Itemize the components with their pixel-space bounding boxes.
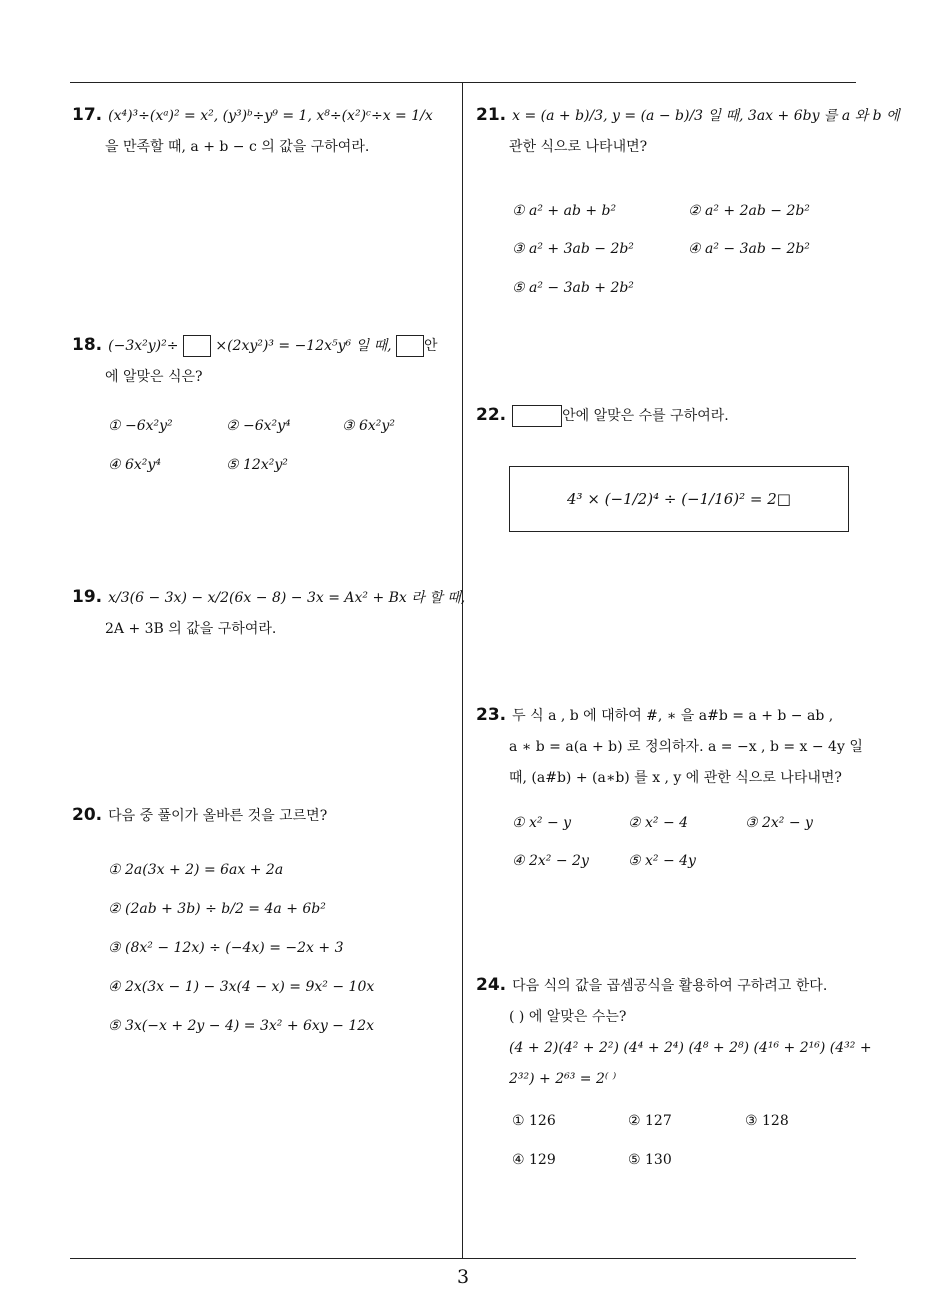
option[interactable]: ① x² − y xyxy=(512,815,572,831)
question-text: x = (a + b)/3, y = (a − b)/3 일 때, 3ax + 6by 를 a 와 b 에 xyxy=(512,108,900,124)
option[interactable]: ② x² − 4 xyxy=(628,815,689,831)
option[interactable]: ④ a² − 3ab − 2b² xyxy=(688,241,810,257)
option[interactable]: ③ 128 xyxy=(745,1113,789,1129)
option[interactable]: ④ 129 xyxy=(512,1152,556,1168)
question-text: 다음 중 풀이가 올바른 것을 고르면? xyxy=(108,808,328,824)
option[interactable]: ④ 2x² − 2y xyxy=(512,853,589,869)
option[interactable]: ② −6x²y⁴ xyxy=(226,418,291,434)
question-number: 19. xyxy=(72,587,103,607)
option[interactable]: ⑤ 12x²y² xyxy=(226,457,288,473)
question-number: 18. xyxy=(72,335,103,355)
question-text: ×(2xy²)³ = −12x⁵y⁶ 일 때, xyxy=(215,338,392,354)
option[interactable]: ⑤ 130 xyxy=(628,1152,672,1168)
question-number: 24. xyxy=(476,975,507,995)
question-20 xyxy=(72,800,457,832)
question-number: 21. xyxy=(476,105,507,125)
question-text: (x⁴)³÷(xᵃ)² = x², (y³)ᵇ÷y⁹ = 1, x⁸÷(x²)ᶜ÷x = 1/x xyxy=(108,108,433,124)
question-number: 23. xyxy=(476,705,507,725)
question-17 xyxy=(72,100,457,163)
option[interactable]: ④ 6x²y⁴ xyxy=(108,457,161,473)
option[interactable]: ⑤ 3x(−x + 2y − 4) = 3x² + 6xy − 12x xyxy=(108,1018,375,1034)
question-18 xyxy=(72,330,457,393)
question-text: a ∗ b = a(a + b) 로 정의하자. a = −x , b = x − 4y 일 xyxy=(509,739,863,755)
question-22 xyxy=(476,400,861,432)
question-text: 다음 식의 값을 곱셈공식을 활용하여 구하려고 한다. xyxy=(512,978,828,994)
option[interactable]: ② (2ab + 3b) ÷ b/2 = 4a + 6b² xyxy=(108,901,326,917)
question-number: 17. xyxy=(72,105,103,125)
option[interactable]: ① 2a(3x + 2) = 6ax + 2a xyxy=(108,862,284,878)
option[interactable]: ③ 2x² − y xyxy=(745,815,813,831)
option[interactable]: ③ 6x²y² xyxy=(342,418,395,434)
question-21 xyxy=(476,100,900,163)
question-text: 때, (a#b) + (a∗b) 를 x , y 에 관한 식으로 나타내면? xyxy=(509,770,842,786)
question-24 xyxy=(476,970,872,1095)
question-text: 2³²) + 2⁶³ = 2⁽ ⁾ xyxy=(509,1071,617,1087)
question-text: (−3x²y)²÷ xyxy=(108,338,179,354)
option[interactable]: ② a² + 2ab − 2b² xyxy=(688,203,810,219)
question-23 xyxy=(476,700,861,794)
answer-blank-box xyxy=(183,335,211,357)
question-text: 관한 식으로 나타내면? xyxy=(509,139,648,155)
question-text: 2A + 3B 의 값을 구하여라. xyxy=(105,621,277,637)
question-text: 두 식 a , b 에 대하여 #, ∗ 을 a#b = a + b − ab , xyxy=(512,708,834,724)
question-text: 에 알맞은 식은? xyxy=(105,369,203,385)
option[interactable]: ① −6x²y² xyxy=(108,418,173,434)
bottom-rule xyxy=(70,1258,856,1259)
option[interactable]: ③ (8x² − 12x) ÷ (−4x) = −2x + 3 xyxy=(108,940,344,956)
option[interactable]: ③ a² + 3ab − 2b² xyxy=(512,241,634,257)
question-text: 을 만족할 때, a + b − c 의 값을 구하여라. xyxy=(105,139,370,155)
option[interactable]: ④ 2x(3x − 1) − 3x(4 − x) = 9x² − 10x xyxy=(108,979,375,995)
option[interactable]: ① 126 xyxy=(512,1113,556,1129)
option[interactable]: ① a² + ab + b² xyxy=(512,203,617,219)
option[interactable]: ② 127 xyxy=(628,1113,672,1129)
question-text: x/3(6 − 3x) − x/2(6x − 8) − 3x = Ax² + Bx 라 할 때, xyxy=(108,590,466,606)
option[interactable]: ⑤ x² − 4y xyxy=(628,853,696,869)
option[interactable]: ⑤ a² − 3ab + 2b² xyxy=(512,280,634,296)
page-number: 3 xyxy=(456,1266,470,1288)
top-rule xyxy=(70,82,856,83)
question-19 xyxy=(72,582,466,645)
question-text: ( ) 에 알맞은 수는? xyxy=(509,1009,627,1025)
question-number: 20. xyxy=(72,805,103,825)
equation-box: 4³ × (−1/2)⁴ ÷ (−1/16)² = 2□ xyxy=(509,466,849,532)
answer-blank-box xyxy=(396,335,424,357)
column-divider xyxy=(462,82,463,1258)
question-text: (4 + 2)(4² + 2²) (4⁴ + 2⁴) (4⁸ + 2⁸) (4¹⁶ + 2¹⁶) (4³² + xyxy=(509,1040,872,1056)
question-text: 안 xyxy=(424,338,438,354)
question-number: 22. xyxy=(476,405,507,425)
answer-blank-box xyxy=(512,405,562,427)
question-text: 안에 알맞은 수를 구하여라. xyxy=(562,408,729,424)
